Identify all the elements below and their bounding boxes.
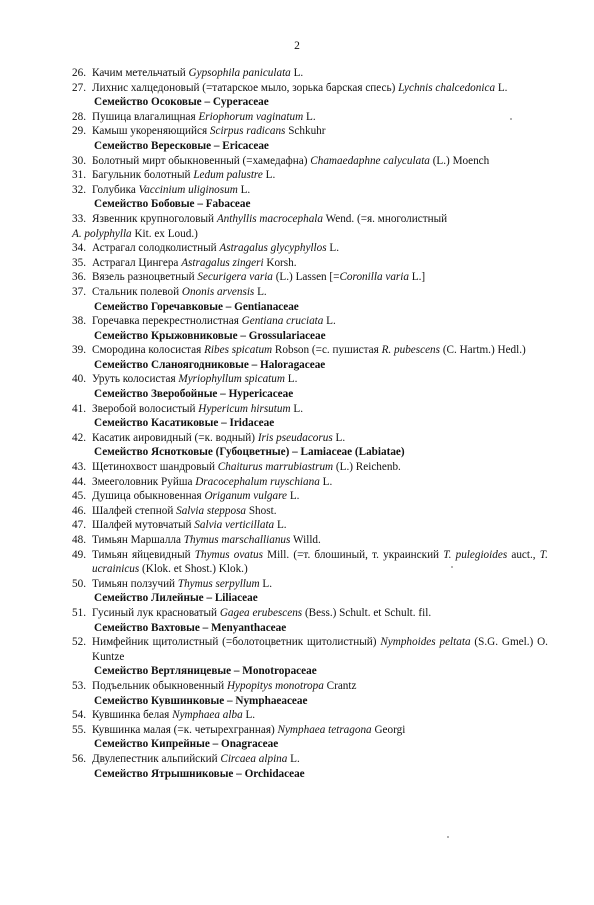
page-number: 2 xyxy=(294,40,300,52)
entry-text xyxy=(92,213,447,225)
latin-name: Chamaedaphne calyculata xyxy=(310,154,430,167)
species-entry xyxy=(72,504,548,519)
latin-name: Vaccinium uliginosum xyxy=(138,183,238,196)
latin-name: Coronilla varia xyxy=(339,271,409,284)
latin-name: T. ucrainicus xyxy=(92,548,548,576)
latin-name: Gagea erubescens xyxy=(219,606,303,619)
latin-name: Thymus serpyllum xyxy=(177,577,260,590)
entry-text xyxy=(92,753,300,765)
text-run: L. xyxy=(242,709,256,722)
latin-name: Gentiana cruciata xyxy=(241,315,324,328)
entry-text xyxy=(92,549,548,576)
text-run: (L.) Lassen [= xyxy=(272,271,340,284)
entry-text xyxy=(92,257,297,269)
species-entry xyxy=(72,168,548,183)
entry-text xyxy=(92,476,332,488)
text-run: Кувшинка белая xyxy=(92,709,173,722)
entry-text xyxy=(92,724,405,736)
entry-text xyxy=(92,505,277,517)
species-entry xyxy=(72,518,548,533)
entry-text xyxy=(92,709,255,721)
text-run: Двулепестник альпийский xyxy=(92,752,221,765)
entry-text xyxy=(92,432,345,444)
entry-text xyxy=(92,344,526,356)
text-run: Shost. xyxy=(246,504,277,517)
entry-number: 28. xyxy=(72,110,86,123)
entry-text xyxy=(92,155,489,167)
text-run: Уруть колосистая xyxy=(92,373,179,386)
entry-text xyxy=(92,242,339,254)
latin-name: Salvia verticillata xyxy=(194,519,275,532)
entry-number: 43. xyxy=(72,461,86,474)
species-entry xyxy=(72,708,548,723)
text-run: Willd. xyxy=(290,534,321,546)
text-run: L. xyxy=(495,81,508,94)
family-heading: Семейство Яснотковые (Губоцветные) – Lamiaceae (Labiatae) xyxy=(94,446,405,459)
entry-number: 56. xyxy=(72,752,86,765)
entry-text xyxy=(92,125,326,137)
latin-name: Hypopitys monotropa xyxy=(226,679,324,692)
species-entry xyxy=(72,635,548,664)
text-run: Касатик аировидный (=к. водный) xyxy=(92,431,258,444)
entry-text xyxy=(92,67,303,79)
entry-text xyxy=(92,578,272,590)
family-heading: Семейство Крыжовниковые – Grossulariaceae xyxy=(94,329,326,342)
text-run: Змееголовник Руйша xyxy=(92,475,196,488)
latin-name: Iris pseudacorus xyxy=(257,431,333,444)
species-entry xyxy=(72,679,548,694)
species-entry xyxy=(72,548,548,577)
entry-text xyxy=(92,286,267,298)
text-run: (Klok. et Shost.) Klok.) xyxy=(139,563,248,576)
scan-speck xyxy=(451,566,453,568)
family-heading: Семейство Кипрейные – Onagraceae xyxy=(94,738,279,751)
entry-number: 32. xyxy=(72,183,86,196)
species-entry xyxy=(72,475,548,490)
text-run: Стальник полевой xyxy=(92,285,182,298)
entry-number: 50. xyxy=(72,577,86,590)
species-entry xyxy=(72,752,548,767)
text-run: (C. Hartm.) Hedl.) xyxy=(440,344,526,357)
text-run: Смородина колосистая xyxy=(92,344,205,357)
entry-number: 47. xyxy=(72,519,86,532)
species-entry xyxy=(72,460,548,475)
latin-name: Gypsophila paniculata xyxy=(188,67,291,79)
family-heading: Семейство Сланоягодниковые – Haloragaceae xyxy=(94,358,326,371)
latin-name: Eriophorum vaginatum xyxy=(198,110,304,123)
family-heading: Семейство Осоковые – Cyperaceae xyxy=(94,96,269,109)
text-run: L. xyxy=(323,315,336,328)
entry-text xyxy=(92,636,548,663)
entry-number: 34. xyxy=(72,242,86,255)
text-run: L. xyxy=(303,110,316,123)
species-entry xyxy=(72,314,548,329)
species-entry xyxy=(72,212,548,241)
latin-name: Hypericum hirsutum xyxy=(198,402,291,415)
text-run: Нимфейник щитолистный (=болотоцветник щитолистный) xyxy=(92,636,381,649)
entry-number: 35. xyxy=(72,256,86,269)
text-run: Астрагал солодколистный xyxy=(92,242,220,255)
latin-name: Ribes spicatum xyxy=(204,344,273,357)
text-run: (L.) Reichenb. xyxy=(333,461,401,474)
text-run: L. xyxy=(326,242,340,255)
latin-name: R. pubescens xyxy=(381,344,441,357)
entry-number: 26. xyxy=(72,67,86,79)
latin-name: Origanum vulgare xyxy=(204,490,288,503)
entry-number: 53. xyxy=(72,679,86,692)
species-entry xyxy=(72,285,548,300)
text-run: Kit. ex Loud.) xyxy=(131,227,198,240)
entry-text xyxy=(92,169,275,181)
latin-name: Thymus marschallianus xyxy=(183,534,291,546)
latin-name: Ononis arvensis xyxy=(181,285,255,298)
entry-text xyxy=(92,607,431,619)
text-run: Пушица влагалищная xyxy=(92,110,199,123)
entry-number: 30. xyxy=(72,154,86,167)
latin-name: Thymus ovatus xyxy=(194,548,263,561)
text-run: L. xyxy=(287,490,300,503)
entry-number: 48. xyxy=(72,534,86,546)
family-heading: Семейство Вахтовые – Menyanthaceae xyxy=(94,621,287,634)
entry-text xyxy=(92,111,316,123)
text-run: Подъельник обыкновенный xyxy=(92,679,227,692)
family-heading: Семейство Лилейные – Liliaceae xyxy=(94,592,258,605)
text-run: Кувшинка малая (=к. четырехгранная) xyxy=(92,723,278,736)
species-entry xyxy=(72,66,548,81)
text-run: L. xyxy=(284,373,298,386)
text-run: L. xyxy=(290,402,303,415)
text-run: (S.G. Gmel.) O. Kuntze xyxy=(92,636,548,663)
species-entry xyxy=(72,256,548,271)
text-run: Лихнис халцедоновый (=татарское мыло, зорька барская спесь) xyxy=(92,81,399,94)
text-run: Georgi xyxy=(371,723,406,736)
entry-number: 54. xyxy=(72,709,86,722)
latin-name: Lychnis chalcedonica xyxy=(398,81,496,94)
text-run: L. xyxy=(319,475,333,488)
text-run: Голубика xyxy=(92,183,139,196)
species-entry xyxy=(72,270,548,285)
text-run: L. xyxy=(262,169,276,182)
text-run: L. xyxy=(259,577,273,590)
entry-number: 29. xyxy=(72,125,86,138)
entry-number: 39. xyxy=(72,344,86,357)
text-run: Тимьян Маршалла xyxy=(92,534,184,546)
species-entry xyxy=(72,81,548,96)
species-entry xyxy=(72,533,548,548)
entry-number: 42. xyxy=(72,431,86,444)
text-run: L. xyxy=(237,183,251,196)
text-run: Багульник болотный xyxy=(92,169,194,182)
species-entry xyxy=(72,431,548,446)
entry-text xyxy=(92,271,425,283)
latin-name: Astragalus glycyphyllos xyxy=(219,242,327,255)
latin-name: Nymphoides peltata xyxy=(380,636,471,649)
latin-name: Circaea alpina xyxy=(220,752,288,765)
entry-number: 52. xyxy=(72,636,86,649)
species-entry xyxy=(72,154,548,169)
latin-name: Ledum palustre xyxy=(193,169,263,182)
entry-number: 36. xyxy=(72,271,86,284)
text-run: Crantz xyxy=(323,679,357,692)
entry-number: 37. xyxy=(72,285,86,298)
entry-number: 27. xyxy=(72,81,86,94)
latin-name: Anthyllis macrocephala xyxy=(216,212,323,225)
text-run: (Bess.) Schult. et Schult. fil. xyxy=(302,606,432,619)
entry-number: 40. xyxy=(72,373,86,386)
latin-name: Chaiturus marrubiastrum xyxy=(217,461,334,474)
entry-text xyxy=(92,373,297,385)
entry-continuation xyxy=(72,227,548,242)
text-run: Robson (=с. пушистая xyxy=(272,344,382,357)
entry-number: 55. xyxy=(72,723,86,736)
text-run: Астрагал Цингера xyxy=(92,256,182,269)
family-heading: Семейство Ятрышниковые – Orchidaceae xyxy=(94,767,305,780)
text-run: L.] xyxy=(408,271,426,284)
latin-name: Salvia stepposa xyxy=(176,504,247,517)
species-entry xyxy=(72,489,548,504)
scan-speck xyxy=(510,118,512,120)
latin-name: Astragalus zingeri xyxy=(181,256,264,269)
text-run: auct., xyxy=(507,548,540,561)
text-run: Шалфей степной xyxy=(92,504,177,517)
text-run: L. xyxy=(287,752,300,765)
family-heading: Семейство Касатиковые – Iridaceae xyxy=(94,417,275,430)
text-run: L. xyxy=(254,285,267,298)
species-entry xyxy=(72,124,548,139)
species-entry xyxy=(72,577,548,592)
entry-text xyxy=(92,184,250,196)
entry-number: 51. xyxy=(72,606,86,619)
latin-name: Securigera varia xyxy=(197,271,273,284)
species-entry xyxy=(72,110,548,125)
entry-number: 44. xyxy=(72,475,86,488)
entry-number: 49. xyxy=(72,548,86,561)
text-run: Тимьян ползучий xyxy=(92,577,178,590)
text-run: Korsh. xyxy=(263,256,297,269)
scan-speck xyxy=(447,836,449,838)
text-run: Горечавка перекрестнолистная xyxy=(92,315,242,328)
species-entry xyxy=(72,606,548,621)
text-run: Качим метельчатый xyxy=(92,67,189,79)
family-heading: Семейство Горечавковые – Gentianaceae xyxy=(94,300,299,313)
text-run: Душица обыкновенная xyxy=(92,490,205,503)
species-entry xyxy=(72,241,548,256)
family-heading: Семейство Вертляницевые – Monotropaceae xyxy=(94,665,317,678)
text-run: Wend. (=я. многолистный xyxy=(322,212,448,225)
species-entry xyxy=(72,723,548,738)
species-entry xyxy=(72,183,548,198)
species-entry xyxy=(72,343,548,358)
entry-text xyxy=(92,403,303,415)
text-run: Камыш укореняющийся xyxy=(92,125,210,138)
latin-name: Scirpus radicans xyxy=(209,125,286,138)
latin-name: Nymphaea alba xyxy=(172,709,243,722)
entry-number: 33. xyxy=(72,212,86,225)
text-run: (L.) Moench xyxy=(429,154,490,167)
latin-name: T. pulegioides xyxy=(443,548,508,561)
latin-name: Nymphaea tetragona xyxy=(277,723,372,736)
text-run: Язвенник крупноголовый xyxy=(92,212,217,225)
text-run: L. xyxy=(332,431,346,444)
family-heading: Семейство Зверобойные – Hypericaceae xyxy=(94,388,294,401)
text-run: Вязель разноцветный xyxy=(92,271,198,284)
entry-text xyxy=(92,680,356,692)
latin-name: Myriophyllum spicatum xyxy=(178,373,285,386)
text-run: Болотный мирт обыкновенный (=хамедафна) xyxy=(92,154,311,167)
latin-name: Dracocephalum ruyschiana xyxy=(195,475,320,488)
entry-number: 38. xyxy=(72,315,86,328)
entry-number: 46. xyxy=(72,504,86,517)
text-run: Тимьян яйцевидный xyxy=(92,548,195,561)
family-heading: Семейство Вересковые – Ericaceae xyxy=(94,139,269,152)
text-run: L. xyxy=(274,519,287,532)
text-run: Mill. (=т. блошиный, т. украинский xyxy=(262,548,444,561)
entry-text xyxy=(92,82,507,94)
family-heading: Семейство Кувшинковые – Nymphaeaceae xyxy=(94,694,308,707)
species-entry xyxy=(72,372,548,387)
family-heading: Семейство Бобовые – Fabaceae xyxy=(94,198,251,211)
text-run: Schkuhr xyxy=(285,125,326,138)
entry-text xyxy=(92,534,321,546)
entry-text xyxy=(92,490,299,502)
entry-number: 31. xyxy=(72,169,86,182)
entry-text xyxy=(92,461,401,473)
entry-text xyxy=(92,519,287,531)
entry-number: 41. xyxy=(72,402,86,415)
text-run: Зверобой волосистый xyxy=(92,402,199,415)
text-run: Щетинохвост шандровый xyxy=(92,461,218,474)
entry-text xyxy=(92,315,336,327)
text-run: Гусиный лук красноватый xyxy=(92,606,220,619)
species-entry xyxy=(72,402,548,417)
entry-number: 45. xyxy=(72,490,86,503)
text-run: Шалфей мутовчатый xyxy=(92,519,195,532)
species-list xyxy=(72,66,548,781)
latin-name: A. polyphylla xyxy=(72,227,132,240)
text-run: L. xyxy=(290,67,304,79)
